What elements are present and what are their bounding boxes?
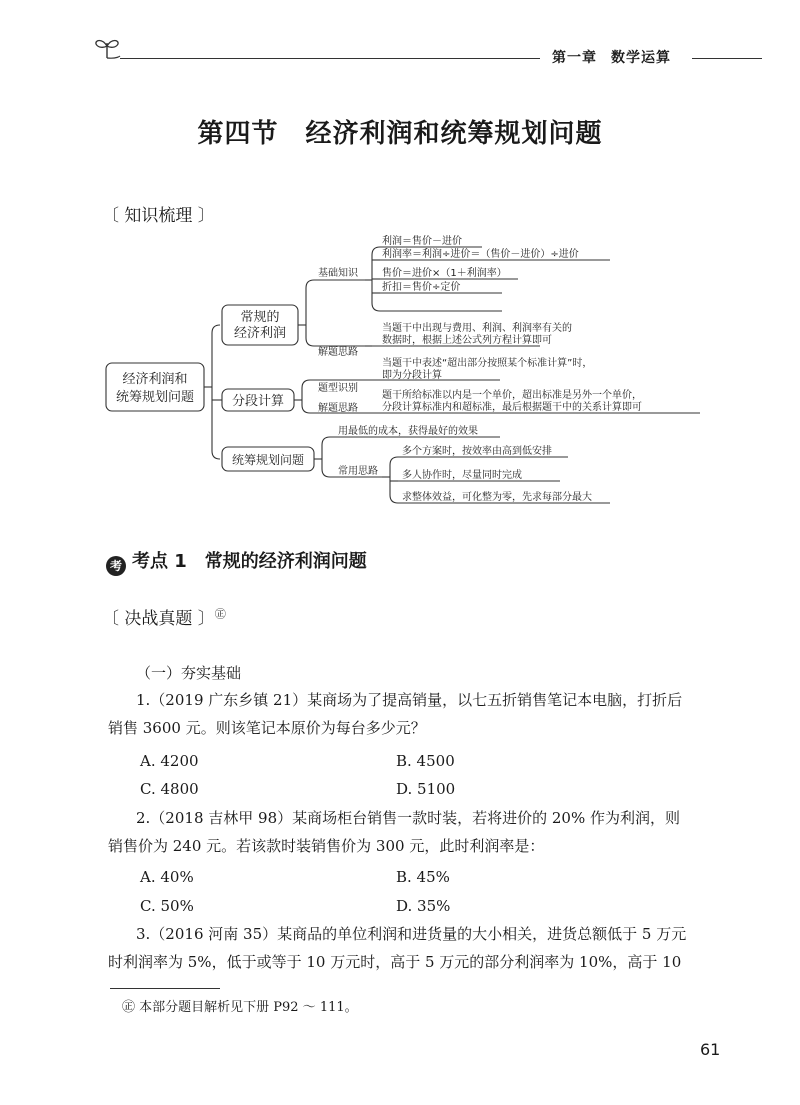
exam-heading: 〔 决战真题 〕㊣ <box>102 607 226 629</box>
branch2-identify-line2: 即为分段计算 <box>382 370 442 381</box>
common-item-3: 求整体效益，可化整为零，先求每部分最大 <box>402 492 592 503</box>
kaodian-heading: 考 考点 1 常规的经济利润问题 <box>106 547 367 576</box>
q2-option-b: B. 45% <box>396 868 450 886</box>
knowledge-heading: 〔 知识梳理 〕 <box>102 206 215 226</box>
mindmap <box>100 235 720 510</box>
branch2-identify-line1: 当题干中表述“超出部分按照某个标准计算”时， <box>382 358 593 369</box>
root-line2: 统筹规划问题 <box>115 390 195 405</box>
branch2-idea-line2: 分段计算标准内和超标准，最后根据题干中的关系计算即可 <box>382 402 642 413</box>
q1-line1: 1.（2019 广东乡镇 21）某商场为了提高销量，以七五折销售笔记本电脑，打折后 <box>136 691 683 709</box>
sprout-icon <box>92 34 122 62</box>
page-number: 61 <box>700 1040 721 1059</box>
common-ideas-label: 常用思路 <box>338 466 378 477</box>
basic-item-4: 折扣＝售价÷定价 <box>382 282 461 293</box>
q1-option-c: C. 4800 <box>140 780 199 798</box>
q2-line2: 销售价为 240 元。若该款时装销售价为 300 元，此时利润率是： <box>108 837 545 855</box>
branch1-line1: 常规的 <box>240 310 280 325</box>
common-item-1: 多个方案时，按效率由高到低安排 <box>402 446 552 457</box>
branch1-idea-line2: 数据时，根据上述公式列方程计算即可 <box>382 335 552 346</box>
basic-item-3: 售价＝进价×（1＋利润率） <box>382 268 507 279</box>
header-rule-right <box>692 58 762 59</box>
q2-option-d: D. 35% <box>396 897 451 915</box>
branch1-line2: 经济利润 <box>233 326 287 341</box>
basic-item-2: 利润率＝利润÷进价＝（售价－进价）÷进价 <box>382 249 579 260</box>
section-title: 第四节 经济利润和统筹规划问题 <box>197 119 603 149</box>
q2-option-a: A. 40% <box>140 868 194 886</box>
q1-option-b: B. 4500 <box>396 752 455 770</box>
q1-option-a: A. 4200 <box>140 752 199 770</box>
branch3-label: 统筹规划问题 <box>231 453 305 467</box>
q1-line2: 销售 3600 元。则该笔记本原价为每台多少元？ <box>108 719 426 737</box>
chapter-header: 第一章 数学运算 <box>552 50 671 66</box>
q2-line1: 2.（2018 吉林甲 98）某商场柜台销售一款时装，若将进价的 20% 作为利润，则 <box>136 809 680 827</box>
subheading: （一）夯实基础 <box>136 664 242 682</box>
branch2-label: 分段计算 <box>231 394 285 409</box>
q3-line1: 3.（2016 河南 35）某商品的单位利润和进货量的大小相关，进货总额低于 5 万元 <box>136 925 687 943</box>
q3-line2: 时利润率为 5%，低于或等于 10 万元时，高于 5 万元的部分利润率为 10%，高于 10 <box>108 953 682 971</box>
branch2-idea-label: 解题思路 <box>318 403 358 414</box>
q1-option-d: D. 5100 <box>396 780 456 798</box>
kaodian-icon: 考 <box>106 556 126 576</box>
footnote-rule <box>110 988 220 989</box>
branch1-idea-line1: 当题干中出现与费用、利润、利润率有关的 <box>382 323 572 334</box>
branch2-identify-label: 题型识别 <box>318 383 358 394</box>
header-rule-left <box>120 58 540 59</box>
branch1-idea-label: 解题思路 <box>318 347 358 358</box>
basic-item-1: 利润＝售价－进价 <box>382 236 462 247</box>
q2-option-c: C. 50% <box>140 897 194 915</box>
footnote: ㊣ 本部分题目解析见下册 P92 ～ 111。 <box>122 1000 358 1015</box>
branch3-top-text: 用最低的成本，获得最好的效果 <box>338 426 478 437</box>
branch2-idea-line1: 题干所给标准以内是一个单价，超出标准是另外一个单价， <box>382 390 642 401</box>
basic-knowledge-label: 基础知识 <box>318 268 358 279</box>
root-line1: 经济利润和 <box>122 372 188 387</box>
common-item-2: 多人协作时，尽量同时完成 <box>402 470 522 481</box>
